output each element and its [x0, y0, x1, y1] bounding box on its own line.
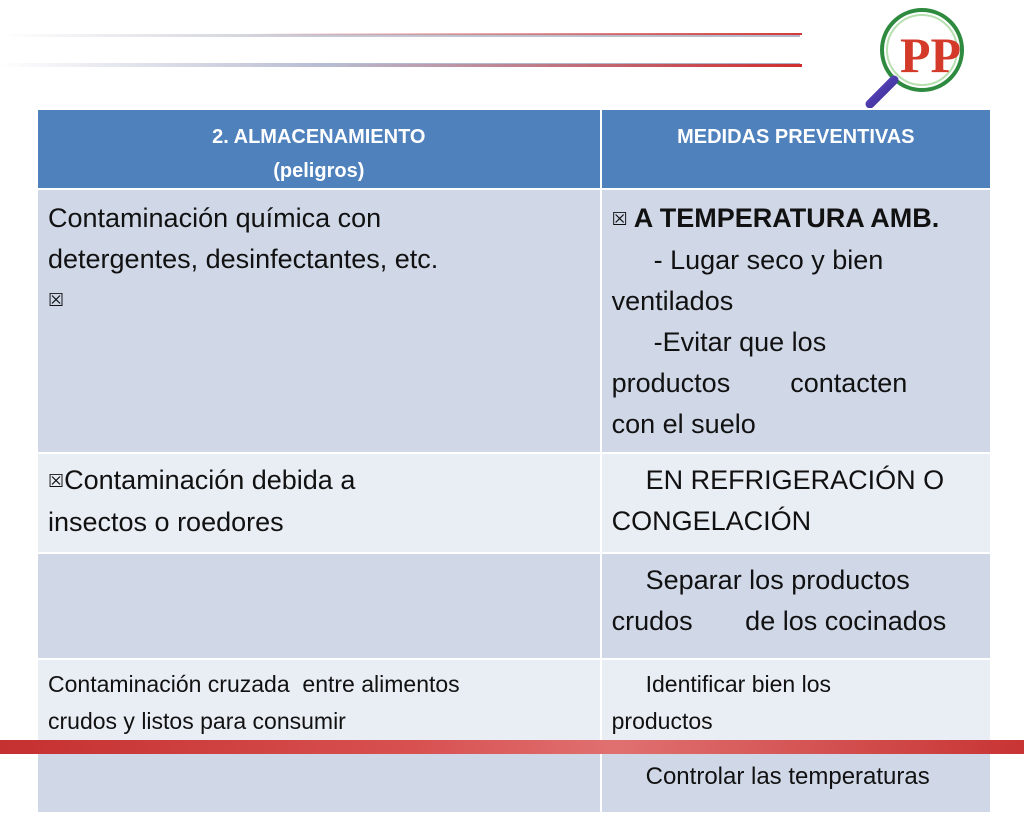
table-header-row [37, 109, 991, 189]
hazard-text-line [48, 460, 590, 502]
table-row [37, 189, 991, 453]
hazard-text-line: Contaminación química con [48, 203, 382, 233]
measure-cell [601, 751, 991, 813]
measure-cell [601, 659, 991, 751]
measure-text-line: -Evitar que los [653, 327, 827, 357]
bottom-decor-bar [0, 740, 1024, 754]
measure-text-line: Separar los productos [645, 565, 910, 595]
hazard-text-line: detergentes, desinfectantes, etc. [48, 244, 439, 274]
hazard-cell-empty [37, 553, 601, 659]
measure-text-line: - Lugar seco y bien [653, 245, 884, 275]
measure-text-line: CONGELACIÓN [611, 506, 812, 536]
measure-cell [601, 453, 991, 553]
hazard-cell [37, 659, 601, 751]
hazard-cell [37, 453, 601, 553]
measure-cell [601, 553, 991, 659]
bullet-icon: ☒ [48, 290, 65, 310]
measure-text-line: con el suelo [611, 409, 756, 439]
header-hazards-title: 2. ALMACENAMIENTO [212, 126, 426, 148]
storage-hazards-table [36, 108, 992, 814]
table-row [37, 751, 991, 813]
logo-letters: PP [900, 27, 962, 83]
magnifier-logo-icon [858, 4, 968, 110]
hazard-text: Contaminación debida a [64, 465, 356, 495]
measure-text-line: EN REFRIGERACIÓN O [645, 465, 945, 495]
measure-heading [612, 198, 980, 240]
measure-heading-text: A TEMPERATURA AMB. [633, 203, 940, 233]
measure-text-line: crudos de los cocinados [611, 606, 947, 636]
hazard-cell [37, 189, 601, 453]
hazard-text-line: crudos y listos para consumir [48, 708, 346, 734]
measure-text-line: productos contacten [611, 368, 908, 398]
top-decor-line-red [250, 33, 802, 35]
header-hazards-subtitle: (peligros) [273, 160, 365, 182]
measure-text-line: Controlar las temperaturas [645, 763, 930, 790]
bullet-icon: ☒ [48, 471, 65, 491]
table-row [37, 659, 991, 751]
measure-text-line: ventilados [611, 286, 734, 316]
header-measures [601, 109, 991, 189]
measure-text-line: Identificar bien los [645, 671, 832, 697]
table-row [37, 553, 991, 659]
hazard-cell-empty [37, 751, 601, 813]
hazard-text-line: insectos o roedores [48, 507, 284, 537]
hazard-text-line: Contaminación cruzada entre alimentos [48, 671, 460, 697]
measure-cell [601, 189, 991, 453]
table-row [37, 453, 991, 553]
bullet-icon: ☒ [611, 209, 628, 229]
header-measures-title: MEDIDAS PREVENTIVAS [677, 126, 915, 148]
measure-text-line: productos [611, 708, 713, 734]
header-hazards [37, 109, 601, 189]
top-decor-line-red-2 [330, 64, 802, 67]
